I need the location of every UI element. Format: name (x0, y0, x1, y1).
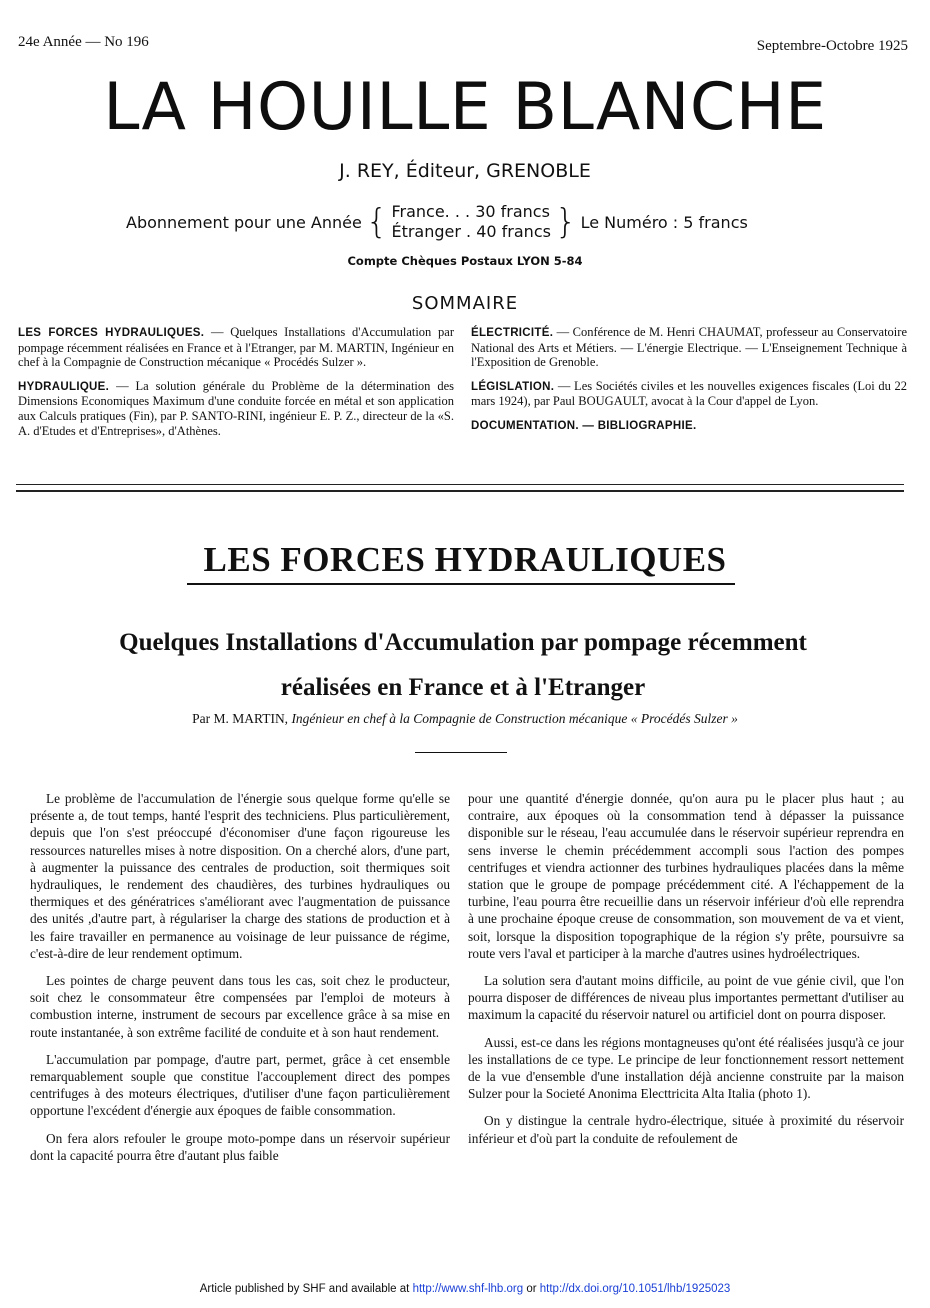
sommaire-left-column (18, 325, 454, 447)
paragraph: Les pointes de charge peuvent dans tous les cas, soit chez le producteur, soit chez le consommateur être compensées par l'emploi de moteurs à combustion interne, instrument de secours par excellence grâce à sa mise en route instantanée, à son extrême facilité de conduite et à son haut rendement. (30, 973, 450, 1040)
editor-line: J. REY, Éditeur, GRENOBLE (339, 160, 591, 182)
section-title: LES FORCES HYDRAULIQUES (203, 540, 727, 579)
article-title-line: Quelques Installations d'Accumulation par pompage récemment (119, 629, 807, 656)
sommaire-right-column (471, 325, 907, 443)
paragraph: Le problème de l'accumulation de l'énergie sous quelque forme qu'elle se présente a, de tout temps, hanté l'esprit des techniciens. Plus particulièrement, depuis que l'on s'est préoccupé d'économiser d'une façon rigoureuse les ressources naturelles mises à notre disposition. On a cherché alors, d'une part, à augmenter la puissance des centrales de production, soit thermiques soit hydrauliques, le rendement des chaudières, des turbines hydrauliques ou thermiques et des génératrices s'améliorant avec l'augmentation de puissance des unités ,d'autre part, à régulariser la charge des stations de production et à les faire travailler en permanence au voisinage de leur puissance de régime, c'est-à-dire de leur rendement optimum. (30, 791, 450, 961)
subscription-line (126, 202, 748, 242)
sommaire-entry-key: LES FORCES HYDRAULIQUES. (18, 327, 205, 339)
footer-middle: or (523, 1283, 540, 1295)
article-title-line: réalisées en France et à l'Etranger (280, 674, 646, 701)
paragraph: L'accumulation par pompage, d'autre part, permet, grâce à cet ensemble remarquablement souple que constitue l'accouplement direct des pompes centrifuges à des moteurs électriques, d'utiliser d'une façon particulièrement opportune l'excédent d'énergie aux époques de faible consommation. (30, 1051, 450, 1119)
section-underline (187, 583, 735, 585)
byline (0, 711, 930, 727)
sommaire-entry-key: HYDRAULIQUE. (18, 380, 110, 393)
sommaire-entry-text: — Conférence de M. Henri CHAUMAT, professeur au Conservatoire National des Arts et Métiers. — L'énergie Electrique. — L'Enseignement Technique à l'Exposition de Grenoble. (471, 325, 907, 370)
sommaire-entry (18, 379, 454, 438)
divider-thick (16, 490, 904, 492)
single-issue-price: Le Numéro : 5 francs (580, 212, 748, 232)
price-etranger: Étranger . 40 francs (391, 222, 551, 241)
postal-account: Compte Chèques Postaux LYON 5-84 (347, 254, 583, 268)
footer-prefix: Article published by SHF and available at (199, 1283, 413, 1295)
sommaire-title: SOMMAIRE (411, 293, 519, 314)
subscription-label: Abonnement pour une Année (126, 212, 362, 232)
sommaire-entry-text: — Les Sociétés civiles et les nouvelles exigences fiscales (Loi du 22 mars 1924), par Paul BOUGAULT, avocat à la Cour d'appel de Lyon. (471, 378, 907, 409)
price-list (391, 202, 550, 242)
sommaire-entry-key: DOCUMENTATION. — BIBLIOGRAPHIE. (471, 419, 697, 432)
paragraph: On fera alors refouler le groupe moto-pompe dans un réservoir supérieur dont la capacité pourra être d'autant plus faible (30, 1130, 450, 1163)
article-title (18, 620, 908, 710)
paragraph: pour une quantité d'énergie donnée, qu'on aura pu le placer plus haut ; au contraire, aux époques où la consommation tend à dépasser la puissance disponible sur le réseau, l'eau accumulée dans le réservoir supérieur reprendra en sens inverse le chemin précédemment accompli sous l'action des pompes centrifuges et viendra actionner des turbines hydrauliques placées dans la même station que le groupe de pompage précédemment cité. A l'échappement de la turbine, l'eau pourra être recueillie dans un réservoir inférieur d'où elle reprendra à une prochaine époque creuse de consommation, son mouvement de va et vient, soit, lorsque la disposition topographique de la région s'y prête, poursuivre sa route vers l'aval et participer à la marche d'autres usines hydroélectriques. (468, 791, 904, 961)
article-right-column (468, 790, 904, 1157)
byline-author: Par M. MARTIN, (192, 711, 289, 726)
sommaire-entry (471, 379, 907, 409)
article-left-column (30, 790, 450, 1174)
title-separator (415, 752, 507, 753)
sommaire-entry (471, 325, 907, 370)
sommaire-entry-key: LÉGISLATION. (471, 380, 555, 393)
paragraph: On y distingue la centrale hydro-électrique, située à proximité du réservoir inférieur et d'où part la conduite de refoulement de (468, 1113, 904, 1146)
sommaire-entry-key: ÉLECTRICITÉ. (471, 327, 554, 339)
paragraph: Aussi, est-ce dans les régions montagneuses qu'ont été réalisées jusqu'à ce jour les installations de ce type. Le principe de leur fonctionnement ressort nettement de la vue d'ensemble d'une installation déjà ancienne construite par la maison Sulzer pour la Societé Anonima Electtricita Alta Italia (photo 1). (468, 1034, 904, 1102)
sommaire-entry (471, 418, 907, 434)
price-france: France. . . 30 francs (391, 202, 550, 221)
shf-link[interactable]: http://www.shf-lhb.org (412, 1283, 524, 1295)
divider-thin (16, 484, 904, 485)
sommaire-entry (18, 325, 454, 370)
byline-role: Ingénieur en chef à la Compagnie de Construction mécanique « Procédés Sulzer » (291, 711, 738, 726)
sommaire-entry-text: — Quelques Installations d'Accumulation par pompage récemment réalisées en France et à l'Etranger, par M. MARTIN, Ingénieur en chef à la Compagnie de Construction mécanique « Procédés Sulzer ». (18, 325, 454, 370)
paragraph: La solution sera d'autant moins difficile, au point de vue génie civil, que l'on pourra disposer de différences de niveau plus importantes permettant d'utiliser au maximum la capacité du réservoir naturel ou artificiel dont on pourra disposer. (468, 973, 904, 1023)
issue-number: 24e Année — No 196 (18, 34, 149, 50)
publication-footer (0, 1283, 930, 1295)
left-brace: { (365, 202, 388, 242)
doi-link[interactable]: http://dx.doi.org/10.1051/lhb/1925023 (539, 1283, 731, 1295)
sommaire-entry-text: — La solution générale du Problème de la détermination des Dimensions Economiques Maximum d'une conduite forcée en métal et son application aux Calculs pratiques (Fin), par P. SANTO-RINI, ingénieur E. P. Z., directeur de la «S. A. d'Etudes et d'Entreprises», d'Athènes. (18, 378, 454, 438)
issue-date: Septembre-Octobre 1925 (756, 38, 908, 54)
masthead-title: LA HOUILLE BLANCHE (103, 70, 827, 145)
right-brace: } (554, 202, 577, 242)
